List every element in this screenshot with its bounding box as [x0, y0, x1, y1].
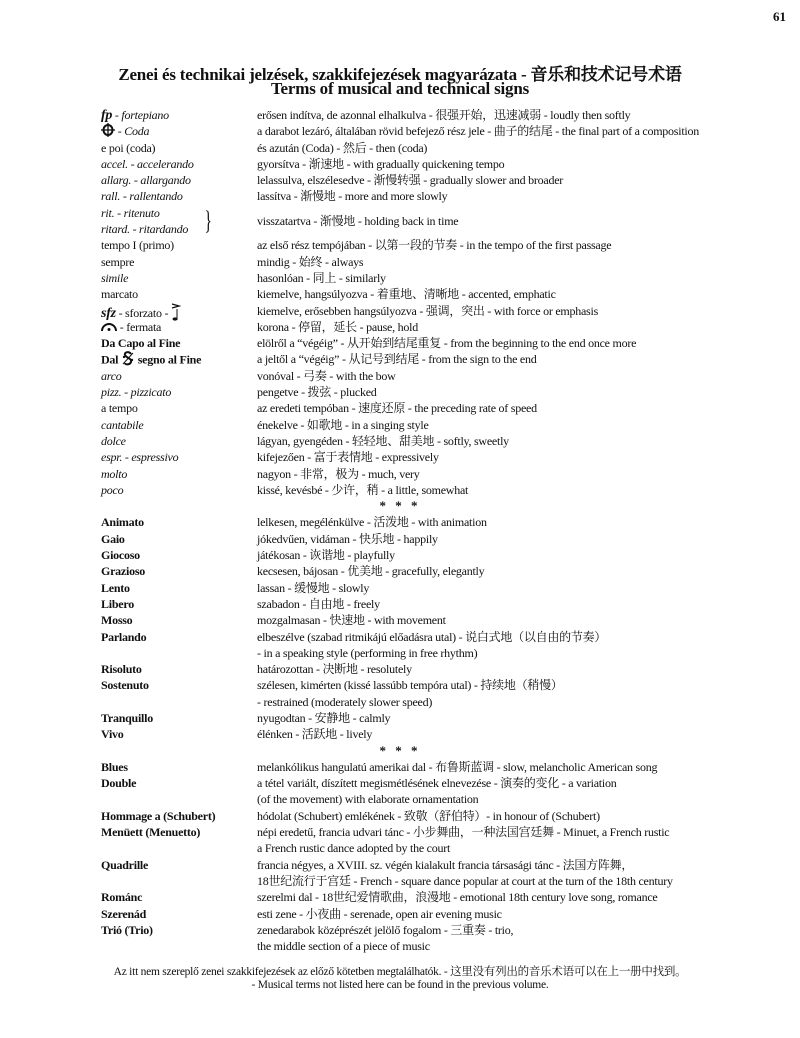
- definition: szélesen, kimérten (kissé lassúbb tempóra utal) - 持续地（稍慢）: [257, 678, 563, 693]
- glossary-entry: [0, 547, 800, 563]
- definition: és azután (Coda) - 然后 - then (coda): [257, 140, 428, 155]
- term: [101, 759, 128, 775]
- definition: a jeltől a “végéig” - 从记号到结尾 - from the sign to the end: [257, 352, 537, 367]
- term-text: Blues: [101, 759, 128, 774]
- term-text: dolce: [101, 433, 126, 448]
- term-text: Menüett (Menuetto): [101, 825, 201, 840]
- glossary-entry: [0, 596, 800, 612]
- definition: vonóval - 弓奏 - with the bow: [257, 368, 396, 383]
- term: [101, 286, 138, 302]
- term: [101, 482, 123, 498]
- definition: kiemelve, hangsúlyozva - 着重地、清晰地 - accented, emphatic: [257, 287, 556, 302]
- term: [101, 710, 153, 726]
- glossary-entry: [0, 824, 800, 840]
- glossary-entry: [0, 889, 800, 905]
- term: [101, 319, 161, 336]
- definition: kifejezően - 富于表情地 - expressively: [257, 450, 439, 465]
- term-text: Hommage a (Schubert): [101, 808, 216, 823]
- term: [101, 563, 145, 579]
- definition: játékosan - 诙谐地 - playfully: [257, 548, 395, 563]
- glossary-entry-continuation: [0, 938, 800, 954]
- definition: korona - 停留，延长 - pause, hold: [257, 319, 418, 334]
- term: [101, 466, 127, 482]
- definition: esti zene - 小夜曲 - serenade, open air evening music: [257, 906, 502, 921]
- separator-asterisks: * * *: [379, 742, 421, 758]
- definition: lelassulva, elszélesedve - 渐慢转强 - gradually slower and broader: [257, 173, 564, 188]
- definition: lelkesen, megélénkülve - 活泼地 - with animation: [257, 515, 487, 530]
- term-text: ritard. - ritardando: [101, 222, 189, 237]
- definition: - restrained (moderately slower speed): [257, 694, 433, 709]
- term: [101, 808, 215, 824]
- term: [101, 906, 146, 922]
- page-title-hungarian-chinese: Zenei és technikai jelzések, szakkifejezések magyarázata - 音乐和技术记号术语: [118, 65, 682, 84]
- term: [101, 140, 155, 156]
- term: [101, 205, 188, 238]
- term-text: accel. - accelerando: [101, 156, 194, 171]
- term-text: Dal: [101, 352, 121, 367]
- term: [101, 449, 178, 465]
- term-text: Tranquillo: [101, 710, 153, 725]
- glossary-entry: [0, 188, 800, 204]
- glossary-entry: [0, 449, 800, 465]
- glossary-entry: [0, 563, 800, 579]
- term-text: pizz. - pizzicato: [101, 385, 172, 400]
- term-text: Sostenuto: [101, 678, 149, 693]
- glossary-entry: [0, 612, 800, 628]
- term: [101, 922, 153, 938]
- term-text: Animato: [101, 515, 144, 530]
- glossary-entry: [0, 237, 800, 253]
- term-text: - fermata: [117, 319, 162, 334]
- footer-note-hungarian-chinese: Az itt nem szereplő zenei szakkifejezések az előző kötetben megtalálhatók. - 这里没有列出的音乐术语可以在上一册中找到。: [113, 966, 687, 978]
- glossary-entry: [0, 710, 800, 726]
- glossary-entry: [0, 400, 800, 416]
- definition: népi eredetű, francia udvari tánc - 小步舞曲，一种法国宫廷舞 - Minuet, a French rustic: [257, 825, 670, 840]
- glossary-entry: [0, 775, 800, 791]
- term: [101, 335, 180, 351]
- definition: élénken - 活跃地 - lively: [257, 727, 373, 742]
- glossary-entry: [0, 123, 800, 139]
- glossary-entry: [0, 172, 800, 188]
- definition: határozottan - 决断地 - resolutely: [257, 662, 412, 677]
- term: [101, 417, 143, 433]
- term-text: - Coda: [115, 124, 150, 139]
- definition: az első rész tempójában - 以第一段的节奏 - in the tempo of the first passage: [257, 238, 612, 253]
- term: [101, 270, 128, 286]
- term-text: Vivo: [101, 727, 124, 742]
- page-number: 61: [773, 9, 786, 24]
- glossary-entry: [0, 580, 800, 596]
- term-text: Risoluto: [101, 662, 142, 677]
- term: [101, 596, 134, 612]
- definition: hódolat (Schubert) emlékének - 致敬（舒伯特）- in honour of (Schubert): [257, 808, 600, 823]
- glossary-entry: [0, 286, 800, 302]
- term-text: rall. - rallentando: [101, 189, 183, 204]
- term-text: Da Capo al Fine: [101, 336, 181, 351]
- term: [101, 726, 124, 742]
- glossary-entry-continuation: [0, 694, 800, 710]
- term: [101, 531, 125, 547]
- glossary-entry: [0, 303, 800, 319]
- glossary-entry: [0, 466, 800, 482]
- term: [101, 580, 130, 596]
- term-text: Gaio: [101, 531, 125, 546]
- glossary-entry: [0, 107, 800, 123]
- definition: az eredeti tempóban - 速度还原 - the preceding rate of speed: [257, 401, 537, 416]
- term-text: Grazioso: [101, 564, 145, 579]
- term-text: allarg. - allargando: [101, 173, 191, 188]
- term-text: Románc: [101, 890, 143, 905]
- term-text: arco: [101, 368, 122, 383]
- definition: pengetve - 拨弦 - plucked: [257, 385, 377, 400]
- definition: hasonlóan - 同上 - similarly: [257, 270, 386, 285]
- glossary-entry: [0, 368, 800, 384]
- term-text: poco: [101, 482, 124, 497]
- glossary-entry-continuation: [0, 791, 800, 807]
- glossary-entry: [0, 857, 800, 873]
- definition: the middle section of a piece of music: [257, 939, 430, 954]
- section-separator: [0, 743, 800, 759]
- definition: kiemelve, erősebben hangsúlyozva - 强调，突出 - with force or emphasis: [257, 303, 598, 318]
- term: [101, 629, 146, 645]
- term: [101, 547, 140, 563]
- definition: a darabot lezáró, általában rövid befejező rész jele - 曲子的结尾 - the final part of a composition: [257, 124, 699, 139]
- footer-note-english: - Musical terms not listed here can be found in the previous volume.: [251, 979, 549, 991]
- definition: jókedvűen, vidáman - 快乐地 - happily: [257, 531, 438, 546]
- term-text: Giocoso: [101, 548, 140, 563]
- glossary-entry: [0, 677, 800, 693]
- term-text: Lento: [101, 580, 130, 595]
- definition: mozgalmasan - 快速地 - with movement: [257, 613, 446, 628]
- term: [101, 433, 126, 449]
- term-text: espr. - espressivo: [101, 450, 179, 465]
- fermata-icon: [101, 320, 117, 336]
- definition: a tétel variált, díszített megismétlésének elnevezése - 演奏的变化 - a variation: [257, 776, 617, 791]
- term: [101, 612, 132, 628]
- glossary-entry: [0, 140, 800, 156]
- glossary-entry: [0, 514, 800, 530]
- definition: erősen indítva, de azonnal elhalkulva - 很强开始，迅速减弱 - loudly then softly: [257, 108, 631, 122]
- term-text: - fortepiano: [112, 108, 169, 122]
- definition: - in a speaking style (performing in free rhythm): [257, 645, 478, 660]
- term-text: tempo I (primo): [101, 238, 174, 253]
- term: [101, 514, 144, 530]
- definition: nagyon - 非常，极为 - much, very: [257, 466, 420, 481]
- glossary-entry: [0, 629, 800, 645]
- term-text: molto: [101, 466, 128, 481]
- term-text: a tempo: [101, 401, 138, 416]
- glossary-entry: [0, 531, 800, 547]
- definition: mindig - 始终 - always: [257, 254, 364, 269]
- term: [101, 254, 134, 270]
- term-text: Trió (Trio): [101, 922, 153, 937]
- glossary-entry: [0, 319, 800, 335]
- glossary-entry: [0, 270, 800, 286]
- term-text: sempre: [101, 254, 135, 269]
- definition: 18世纪流行于宫廷 - French - square dance popular at court at the turn of the 18th century: [257, 873, 673, 888]
- glossary-entry-continuation: [0, 645, 800, 661]
- term: [101, 677, 149, 693]
- term: [101, 188, 183, 204]
- glossary-entry: [0, 433, 800, 449]
- term-text: segno al Fine: [135, 352, 202, 367]
- term: [101, 824, 200, 840]
- term-text: cantabile: [101, 417, 144, 432]
- definition: melankólikus hangulatú amerikai dal - 布鲁斯蓝调 - slow, melancholic American song: [257, 759, 658, 774]
- glossary-entry-continuation: [0, 840, 800, 856]
- term: [101, 384, 171, 400]
- definition: énekelve - 如歌地 - in a singing style: [257, 417, 429, 432]
- term: [101, 107, 169, 124]
- glossary-entry: [0, 254, 800, 270]
- definition: kecsesen, bájosan - 优美地 - gracefully, elegantly: [257, 564, 485, 579]
- glossary-entry: [0, 906, 800, 922]
- glossary-entry: [0, 726, 800, 742]
- definition: kissé, kevésbé - 少许，稍 - a little, somewhat: [257, 482, 469, 497]
- glossary-list: [0, 107, 800, 954]
- definition: szabadon - 自由地 - freely: [257, 596, 380, 611]
- definition: zenedarabok középrészét jelölő fogalom - 三重奏 - trio,: [257, 922, 514, 937]
- definition: elölről a “végéig” - 从开始到结尾重复 - from the beginning to the end once more: [257, 336, 637, 351]
- term: [101, 400, 138, 416]
- term: [101, 368, 122, 384]
- term: [101, 889, 142, 905]
- term-text: - sforzato -: [115, 305, 171, 320]
- definition: lassítva - 渐慢地 - more and more slowly: [257, 189, 448, 204]
- glossary-entry: [0, 661, 800, 677]
- glossary-entry-continuation: [0, 873, 800, 889]
- glossary-entry: [0, 417, 800, 433]
- term: [101, 661, 142, 677]
- term-text: e poi (coda): [101, 140, 156, 155]
- definition: gyorsítva - 渐速地 - with gradually quickening tempo: [257, 156, 505, 171]
- definition: (of the movement) with elaborate ornamentation: [257, 792, 479, 807]
- term-text: Parlando: [101, 629, 147, 644]
- glossary-entry: [0, 205, 800, 238]
- term-text: simile: [101, 270, 129, 285]
- term-text: fp: [101, 108, 113, 123]
- term: [101, 775, 136, 791]
- glossary-entry: [0, 808, 800, 824]
- term: [101, 857, 148, 873]
- definition: lassan - 缓慢地 - slowly: [257, 580, 370, 595]
- definition: a French rustic dance adopted by the court: [257, 841, 451, 856]
- definition: szerelmi dal - 18世纪爱情歌曲，浪漫地 - emotional 18th century love song, romance: [257, 890, 658, 905]
- glossary-entry: [0, 922, 800, 938]
- glossary-entry: [0, 759, 800, 775]
- definition: visszatartva - 渐慢地 - holding back in time: [257, 213, 459, 228]
- term: [101, 156, 194, 172]
- definition: elbeszélve (szabad ritmikájú előadásra utal) - 说白式地（以自由的节奏）: [257, 629, 607, 644]
- term: [101, 237, 174, 253]
- term-text: Double: [101, 776, 137, 791]
- term-text: Mosso: [101, 613, 133, 628]
- term-text: Szerenád: [101, 906, 147, 921]
- term-text: marcato: [101, 287, 138, 302]
- term-text: Quadrille: [101, 857, 149, 872]
- term-text: Libero: [101, 596, 134, 611]
- separator-asterisks: * * *: [379, 498, 421, 514]
- term-text: rit. - ritenuto: [101, 205, 160, 220]
- page-title-english: Terms of musical and technical signs: [270, 79, 530, 98]
- term: [101, 172, 191, 188]
- term-text: sfz: [101, 305, 116, 321]
- section-separator: [0, 498, 800, 514]
- glossary-entry: [0, 351, 800, 367]
- definition: lágyan, gyengéden - 轻轻地、甜美地 - softly, sweetly: [257, 433, 509, 448]
- definition: nyugodtan - 安静地 - calmly: [257, 710, 391, 725]
- glossary-entry: [0, 335, 800, 351]
- brace-icon: }: [204, 205, 212, 235]
- definition: francia négyes, a XVIII. sz. végén kialakult francia társasági tánc - 法国方阵舞，: [257, 857, 634, 872]
- glossary-entry: [0, 384, 800, 400]
- glossary-entry: [0, 156, 800, 172]
- glossary-entry: [0, 482, 800, 498]
